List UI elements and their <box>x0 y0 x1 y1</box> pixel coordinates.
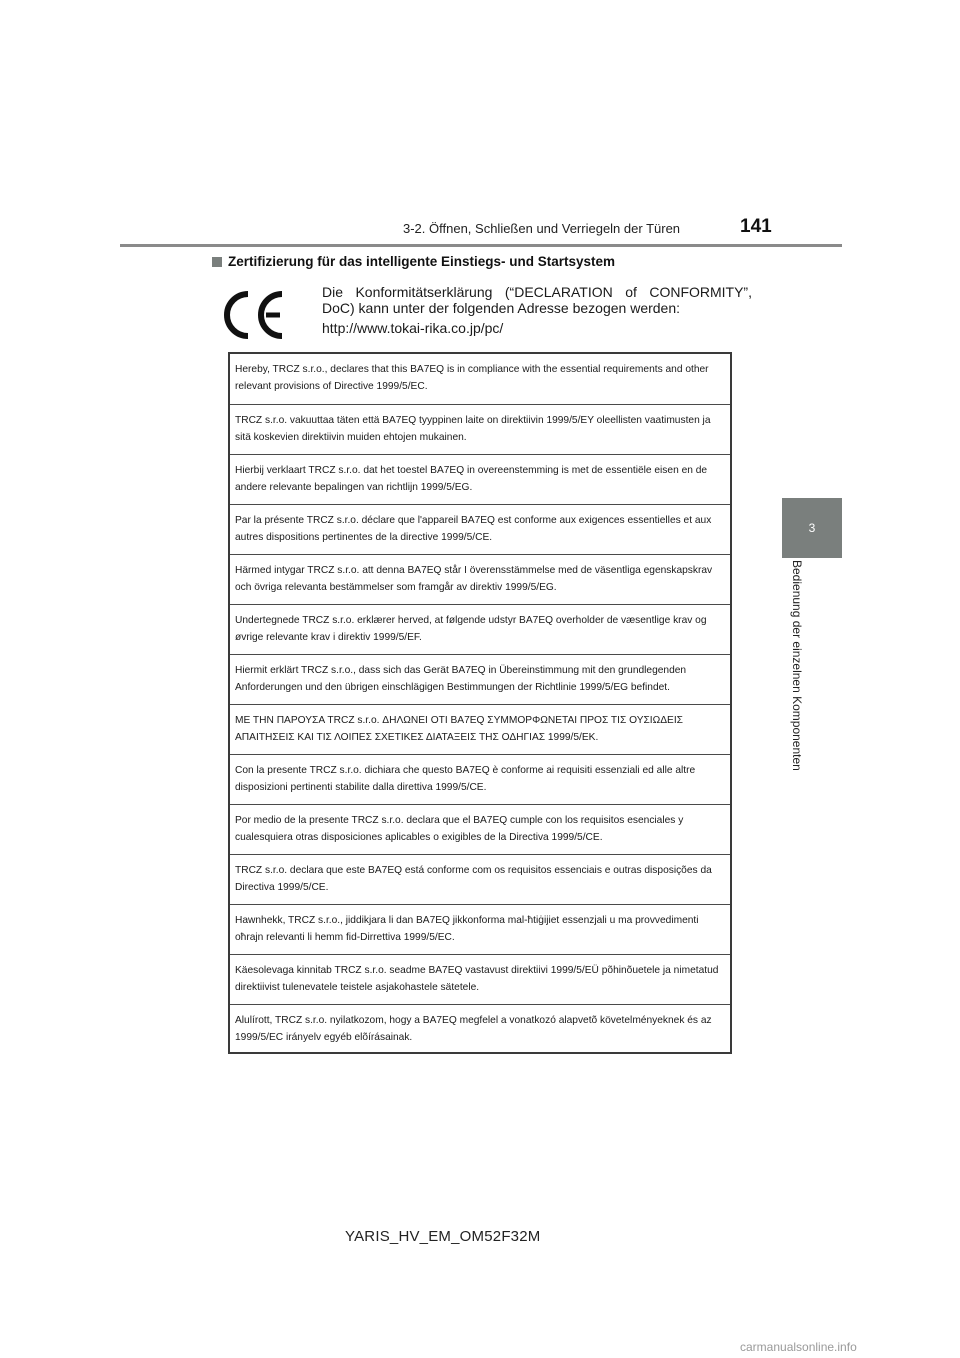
declaration-row: Par la présente TRCZ s.r.o. déclare que l'appareil BA7EQ est conforme aux exigences essentielles et aux autres dispositions pertinentes de la directive 1999/5/CE. <box>230 504 730 554</box>
chapter-label: Bedienung der einzelnen Komponenten <box>790 560 804 771</box>
declaration-row: Käesolevaga kinnitab TRCZ s.r.o. seadme BA7EQ vastavust direktiivi 1999/5/EÜ põhinõuetele ja nimetatud direktiivist tulenevatele teistele asjakohastele sätetele. <box>230 954 730 1004</box>
square-bullet-icon <box>212 257 222 267</box>
declaration-row: ΜΕ ΤΗΝ ΠΑΡΟΥΣΑ TRCZ s.r.o. ΔΗΛΩΝΕΙ ΟΤΙ BA7EQ ΣΥΜΜΟΡΦΩΝΕΤΑΙ ΠΡΟΣ ΤΙΣ ΟΥΣΙΩΔΕΙΣ ΑΠΑΙΤΗΣΕΙΣ ΚΑΙ ΤΙΣ ΛΟΙΠΕΣ ΣΧΕΤΙΚΕΣ ΔΙΑΤΑΞΕΙΣ ΤΗΣ ΟΔΗΓΙΑΣ 1999/5/ΕΚ. <box>230 704 730 754</box>
declaration-row: Por medio de la presente TRCZ s.r.o. declara que el BA7EQ cumple con los requisitos esenciales y cualesquiera otras disposiciones aplicables o exigibles de la Directiva 1999/5/CE. <box>230 804 730 854</box>
watermark: carmanualsonline.info <box>740 1340 857 1354</box>
declaration-row: Undertegnede TRCZ s.r.o. erklærer herved, at følgende udstyr BA7EQ overholder de væsentlige krav og øvrige relevante krav i direktiv 1999/5/EF. <box>230 604 730 654</box>
running-header-section: 3-2. Öffnen, Schließen und Verriegeln der Türen <box>403 221 681 236</box>
header-rule <box>120 244 842 247</box>
declaration-row: Con la presente TRCZ s.r.o. dichiara che questo BA7EQ è conforme ai requisiti essenziali ed alle altre disposizioni pertinenti stabilite dalla direttiva 1999/5/CE. <box>230 754 730 804</box>
section-title-text: Zertifizierung für das intelligente Einstiegs- und Startsystem <box>228 254 616 269</box>
ce-mark-icon <box>222 290 286 340</box>
intro-text: Die Konformitätserklärung (“DECLARATION of CONFORMITY”, DoC) kann unter der folgenden Adresse bezogen werden: <box>322 284 752 316</box>
declaration-row: Hereby, TRCZ s.r.o., declares that this BA7EQ is in compliance with the essential requirements and other relevant provisions of Directive 1999/5/EC. <box>235 364 709 392</box>
doc-url: http://www.tokai-rika.co.jp/pc/ <box>322 320 504 336</box>
page-number: 141 <box>740 216 772 237</box>
declarations-table <box>228 352 732 1054</box>
declaration-row: Alulírott, TRCZ s.r.o. nyilatkozom, hogy a BA7EQ megfelel a vonatkozó alapvetõ követelményeknek és az 1999/5/EC irányelv egyéb elõírásainak. <box>230 1004 730 1054</box>
declaration-row: Hierbij verklaart TRCZ s.r.o. dat het toestel BA7EQ in overeenstemming is met de essentiële eisen en de andere relevante bepalingen van richtlijn 1999/5/EG. <box>230 454 730 504</box>
declaration-row: TRCZ s.r.o. declara que este BA7EQ está conforme com os requisitos essenciais e outras disposições da Directiva 1999/5/CE. <box>230 854 730 904</box>
document-code: YARIS_HV_EM_OM52F32M <box>345 1228 541 1245</box>
chapter-number: 3 <box>808 521 816 535</box>
declaration-row: TRCZ s.r.o. vakuuttaa täten että BA7EQ tyyppinen laite on direktiivin 1999/5/EY oleellisten vaatimusten ja sitä koskevien direktiivin muiden ehtojen mukainen. <box>230 404 730 454</box>
intro-paragraph <box>322 284 752 336</box>
chapter-tab <box>782 498 842 558</box>
declaration-row: Hiermit erklärt TRCZ s.r.o., dass sich das Gerät BA7EQ in Übereinstimmung mit den grundlegenden Anforderungen und den übrigen einschlägigen Bestimmungen der Richtlinie 1999/5/EG befindet. <box>230 654 730 704</box>
section-title <box>212 254 615 269</box>
declaration-row: Härmed intygar TRCZ s.r.o. att denna BA7EQ står I överensstämmelse med de väsentliga egenskapskrav och övriga relevanta bestämmelser som framgår av direktiv 1999/5/EG. <box>230 554 730 604</box>
declaration-row: Hawnhekk, TRCZ s.r.o., jiddikjara li dan BA7EQ jikkonforma mal-ħtiġijiet essenzjali u ma provvedimenti oħrajn relevanti li hemm fid-Dirrettiva 1999/5/EC. <box>230 904 730 954</box>
